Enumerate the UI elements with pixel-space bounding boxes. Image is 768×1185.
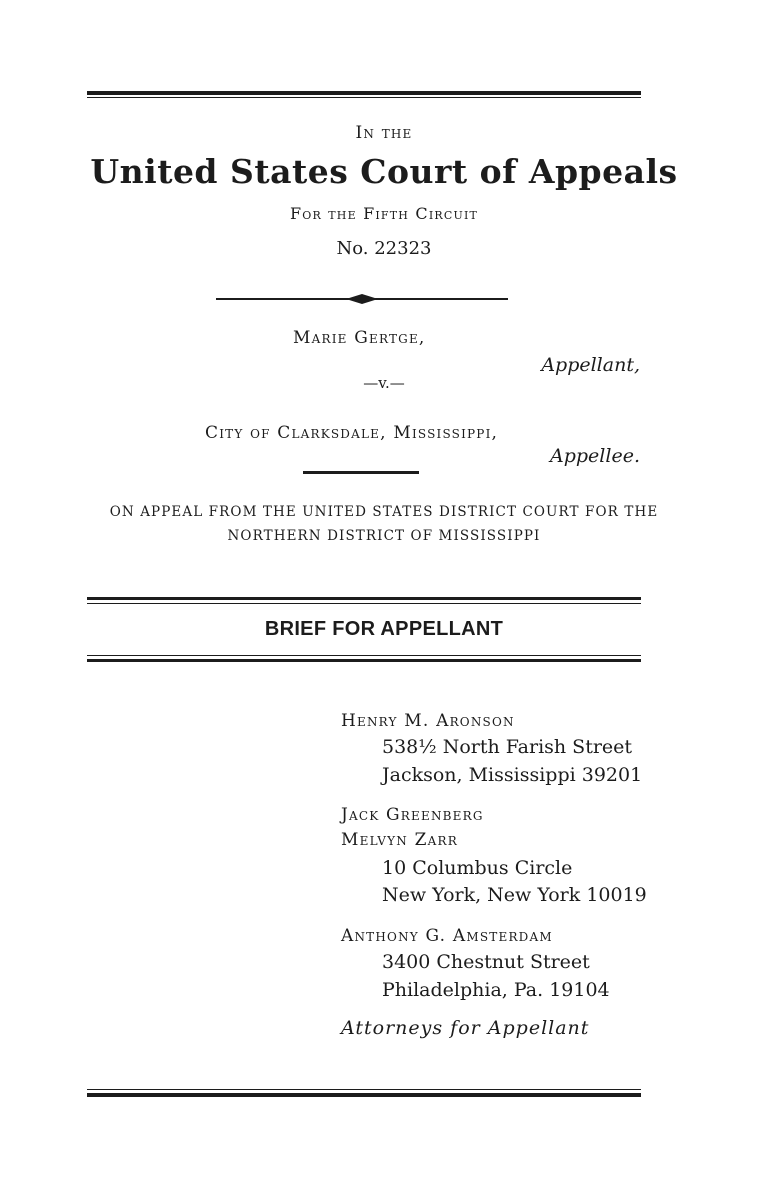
attorneys-signature: Attorneys for Appellant — [341, 1017, 590, 1039]
in-the-label: In the — [355, 123, 413, 143]
ornament-divider-icon — [216, 292, 508, 306]
appellant-role: Appellant, — [541, 354, 640, 376]
case-number: No. 22323 — [336, 238, 432, 259]
attorney-greenberg-name: Jack Greenberg — [341, 805, 484, 825]
appellee-name: City of Clarksdale, Mississippi, — [205, 423, 499, 443]
short-rule — [303, 471, 419, 474]
top-rule-thick — [87, 91, 641, 95]
court-name: United States Court of Appeals — [90, 152, 678, 191]
attorney-aronson-name: Henry M. Aronson — [341, 711, 515, 731]
attorney-amsterdam-name: Anthony G. Amsterdam — [341, 926, 553, 946]
title-rule-bottom-thick — [87, 659, 641, 662]
attorney-ny-address-1: 10 Columbus Circle — [382, 857, 573, 879]
title-rule-top-thick — [87, 597, 641, 600]
bottom-rule-thick — [87, 1093, 641, 1097]
brief-title: BRIEF FOR APPELLANT — [264, 618, 504, 640]
attorney-zarr-name: Melvyn Zarr — [341, 830, 458, 850]
attorney-aronson-address-1: 538½ North Farish Street — [382, 736, 633, 758]
bottom-rule-thin — [87, 1089, 641, 1090]
appeal-line-2: NORTHERN DISTRICT OF MISSISSIPPI — [227, 528, 541, 544]
attorney-aronson-address-2: Jackson, Mississippi 39201 — [382, 764, 643, 786]
appellee-role: Appellee. — [550, 445, 640, 467]
attorney-phila-address-2: Philadelphia, Pa. 19104 — [382, 979, 610, 1001]
title-rule-top-thin — [87, 603, 641, 604]
versus: —v.— — [363, 374, 405, 392]
appellant-name: Marie Gertge, — [293, 328, 426, 348]
circuit-label: For the Fifth Circuit — [289, 204, 479, 223]
appeal-line-1: ON APPEAL FROM THE UNITED STATES DISTRICT COURT FOR THE — [109, 504, 659, 520]
title-rule-bottom-thin — [87, 655, 641, 656]
top-rule-thin — [87, 97, 641, 98]
attorney-ny-address-2: New York, New York 10019 — [382, 884, 647, 906]
attorney-phila-address-1: 3400 Chestnut Street — [382, 951, 590, 973]
